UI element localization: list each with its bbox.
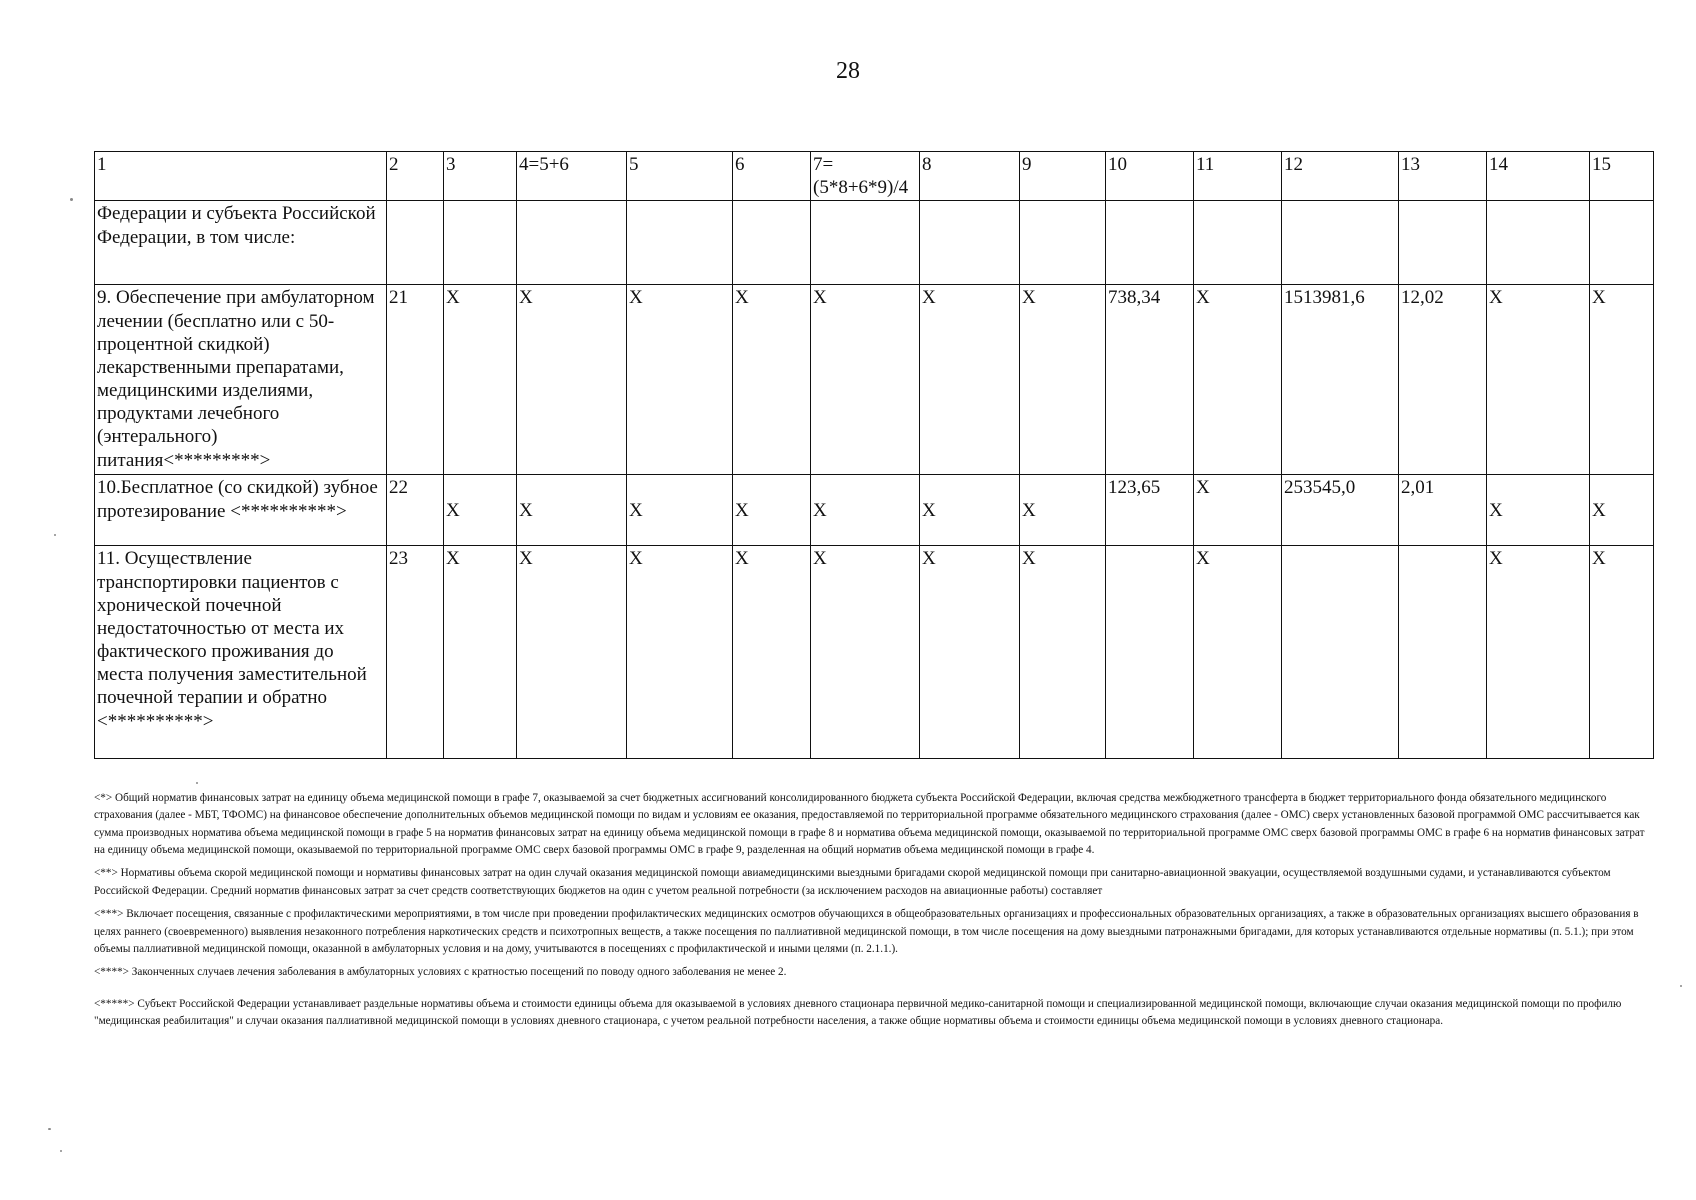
column-header: 15 <box>1590 152 1654 201</box>
column-header: 3 <box>444 152 517 201</box>
column-header: 7=(5*8+6*9)/4 <box>811 152 920 201</box>
column-header: 4=5+6 <box>517 152 627 201</box>
footnotes <box>94 790 1654 1036</box>
table-cell: 738,34 <box>1106 285 1194 475</box>
table-cell: X <box>444 546 517 759</box>
table-cell: X <box>733 475 811 546</box>
table-cell: X <box>811 285 920 475</box>
table-cell: Федерации и субъекта Российской Федерации, в том числе: <box>95 201 387 285</box>
footnote: <*****> Субъект Российской Федерации устанавливает раздельные нормативы объема и стоимости единицы объема для оказываемой в условиях дневного стационара первичной медико-санитарной помощи и специализированной медицинской помощи, включающие случаи оказания медицинской помощи по профилю "медицинская реабилитация" и случаи оказания паллиативной медицинской помощи в условиях дневного стационара, с учетом реальной потребности населения, а также общие нормативы объема и стоимости единицы объема медицинской помощи в условиях дневного стационара. <box>94 997 1622 1027</box>
table-cell <box>1399 546 1487 759</box>
table-cell: X <box>444 475 517 546</box>
column-header: 8 <box>920 152 1020 201</box>
table-cell: X <box>517 285 627 475</box>
table-cell <box>627 201 733 285</box>
scan-speck <box>54 534 56 536</box>
table-cell: 21 <box>387 285 444 475</box>
table-row <box>95 546 1654 759</box>
footnote: <***> Включает посещения, связанные с профилактическими мероприятиями, в том числе при проведении профилактических медицинских осмотров обучающихся в общеобразовательных организациях и профессиональных образовательных организациях, а также в образовательных организациях высшего образования в целях раннего (своевременного) выявления незаконного потребления наркотических средств и психотропных веществ, а также посещения по паллиативной медицинской помощи, в том числе посещения на дому выездными патронажными бригадами, для которых устанавливаются отдельные нормативы (п. 5.1.); при этом объемы паллиативной медицинской помощи, оказанной в амбулаторных условия и на дому, учитываются в посещениях с профилактической и иными целями (п. 2.1.1.). <box>94 908 1639 955</box>
table-cell <box>1487 201 1590 285</box>
table-cell: X <box>733 285 811 475</box>
table-cell: X <box>811 546 920 759</box>
scan-speck <box>70 198 73 201</box>
table-cell <box>1020 201 1106 285</box>
table-cell <box>920 201 1020 285</box>
table-cell: X <box>627 475 733 546</box>
table-cell: 2,01 <box>1399 475 1487 546</box>
table-cell: X <box>517 475 627 546</box>
table-cell <box>1194 201 1282 285</box>
table-cell: X <box>733 546 811 759</box>
table-cell: X <box>444 285 517 475</box>
table-cell: X <box>920 546 1020 759</box>
table-cell <box>1590 201 1654 285</box>
column-header: 6 <box>733 152 811 201</box>
table-cell: 1513981,6 <box>1282 285 1399 475</box>
table-cell: 123,65 <box>1106 475 1194 546</box>
table-cell <box>811 201 920 285</box>
table-row <box>95 201 1654 285</box>
column-header: 13 <box>1399 152 1487 201</box>
scan-speck <box>60 1150 62 1152</box>
table-cell: X <box>1590 285 1654 475</box>
table-cell: 253545,0 <box>1282 475 1399 546</box>
table-cell: X <box>1590 546 1654 759</box>
scan-speck <box>48 1128 51 1130</box>
table-cell: X <box>1194 546 1282 759</box>
normatives-table <box>94 151 1654 759</box>
table-cell: X <box>1487 285 1590 475</box>
table-cell: X <box>1194 475 1282 546</box>
table-cell: 12,02 <box>1399 285 1487 475</box>
table-cell <box>1282 546 1399 759</box>
scan-speck <box>1680 985 1682 987</box>
table-cell: X <box>811 475 920 546</box>
table-cell: 23 <box>387 546 444 759</box>
table-cell: 9. Обеспечение при амбулаторном лечении (бесплатно или с 50- процентной скидкой) лекарственными препаратами, медицинскими изделиями, продуктами лечебного (энтерального) питания<*********> <box>95 285 387 475</box>
table-cell <box>1106 546 1194 759</box>
table-cell: X <box>920 285 1020 475</box>
table-row <box>95 285 1654 475</box>
footnote: <**> Нормативы объема скорой медицинской помощи и нормативы финансовых затрат на один случай оказания медицинской помощи авиамедицинскими выездными бригадами скорой медицинской помощи при санитарно-авиационной эвакуации, осуществляемой воздушными судами, и устанавливаются субъектом Российской Федерации. Средний норматив финансовых затрат за счет средств соответствующих бюджетов на один с учетом реальной потребности (за исключением расходов на авиационные работы) составляет <box>94 867 1611 897</box>
table-cell: X <box>627 285 733 475</box>
table-cell: X <box>627 546 733 759</box>
column-header: 2 <box>387 152 444 201</box>
table-row <box>95 475 1654 546</box>
table-cell: 10.Бесплатное (со скидкой) зубное протезирование <**********> <box>95 475 387 546</box>
table-cell <box>1282 201 1399 285</box>
table-cell: X <box>1020 475 1106 546</box>
scan-speck <box>196 782 198 784</box>
column-header: 14 <box>1487 152 1590 201</box>
footnote: <*> Общий норматив финансовых затрат на единицу объема медицинской помощи в графе 7, оказываемой за счет бюджетных ассигнований консолидированного бюджета субъекта Российской Федерации, включая средства межбюджетного трансферта в бюджет территориального фонда обязательного медицинского страхования (далее - МБТ, ТФОМС) на финансовое обеспечение дополнительных объемов медицинской помощи по видам и условиям ее оказания, предоставляемой по территориальной программе обязательного медицинского страхования (далее - ОМС) сверх установленных базовой программой ОМС рассчитывается как сумма производных норматива объема медицинской помощи в графе 5 на норматив финансовых затрат на единицу объема медицинской помощи в графе 8 и норматива объема медицинской помощи, оказываемой по территориальной программе ОМС сверх базовой программы ОМС в графе 6 на норматив финансовых затрат на единицу объема медицинской помощи, оказываемой по территориальной программе ОМС сверх базовой программы ОМС в графе 9, разделенная на общий норматив объема медицинской помощи в графе 4. <box>94 792 1645 857</box>
table-cell <box>1399 201 1487 285</box>
table-cell <box>733 201 811 285</box>
table-cell: X <box>920 475 1020 546</box>
column-header: 12 <box>1282 152 1399 201</box>
table-cell: X <box>1590 475 1654 546</box>
table-cell: X <box>1020 285 1106 475</box>
table-cell: X <box>1487 546 1590 759</box>
table-cell <box>444 201 517 285</box>
table-cell <box>517 201 627 285</box>
column-header: 5 <box>627 152 733 201</box>
table-cell: X <box>1020 546 1106 759</box>
column-header: 9 <box>1020 152 1106 201</box>
table-cell: 11. Осуществление транспортировки пациентов с хронической почечной недостаточностью от места их фактического проживания до места получения заместительной почечной терапии и обратно <**********> <box>95 546 387 759</box>
table-cell: X <box>1487 475 1590 546</box>
page-number: 28 <box>836 58 860 84</box>
table-cell: X <box>1194 285 1282 475</box>
column-header: 11 <box>1194 152 1282 201</box>
table-cell <box>387 201 444 285</box>
table-header-row <box>95 152 1654 201</box>
table-cell: X <box>517 546 627 759</box>
column-header: 10 <box>1106 152 1194 201</box>
footnote: <****> Законченных случаев лечения заболевания в амбулаторных условиях с кратностью посещений по поводу одного заболевания не менее 2. <box>94 966 787 979</box>
column-header: 1 <box>95 152 387 201</box>
table-cell <box>1106 201 1194 285</box>
table-cell: 22 <box>387 475 444 546</box>
